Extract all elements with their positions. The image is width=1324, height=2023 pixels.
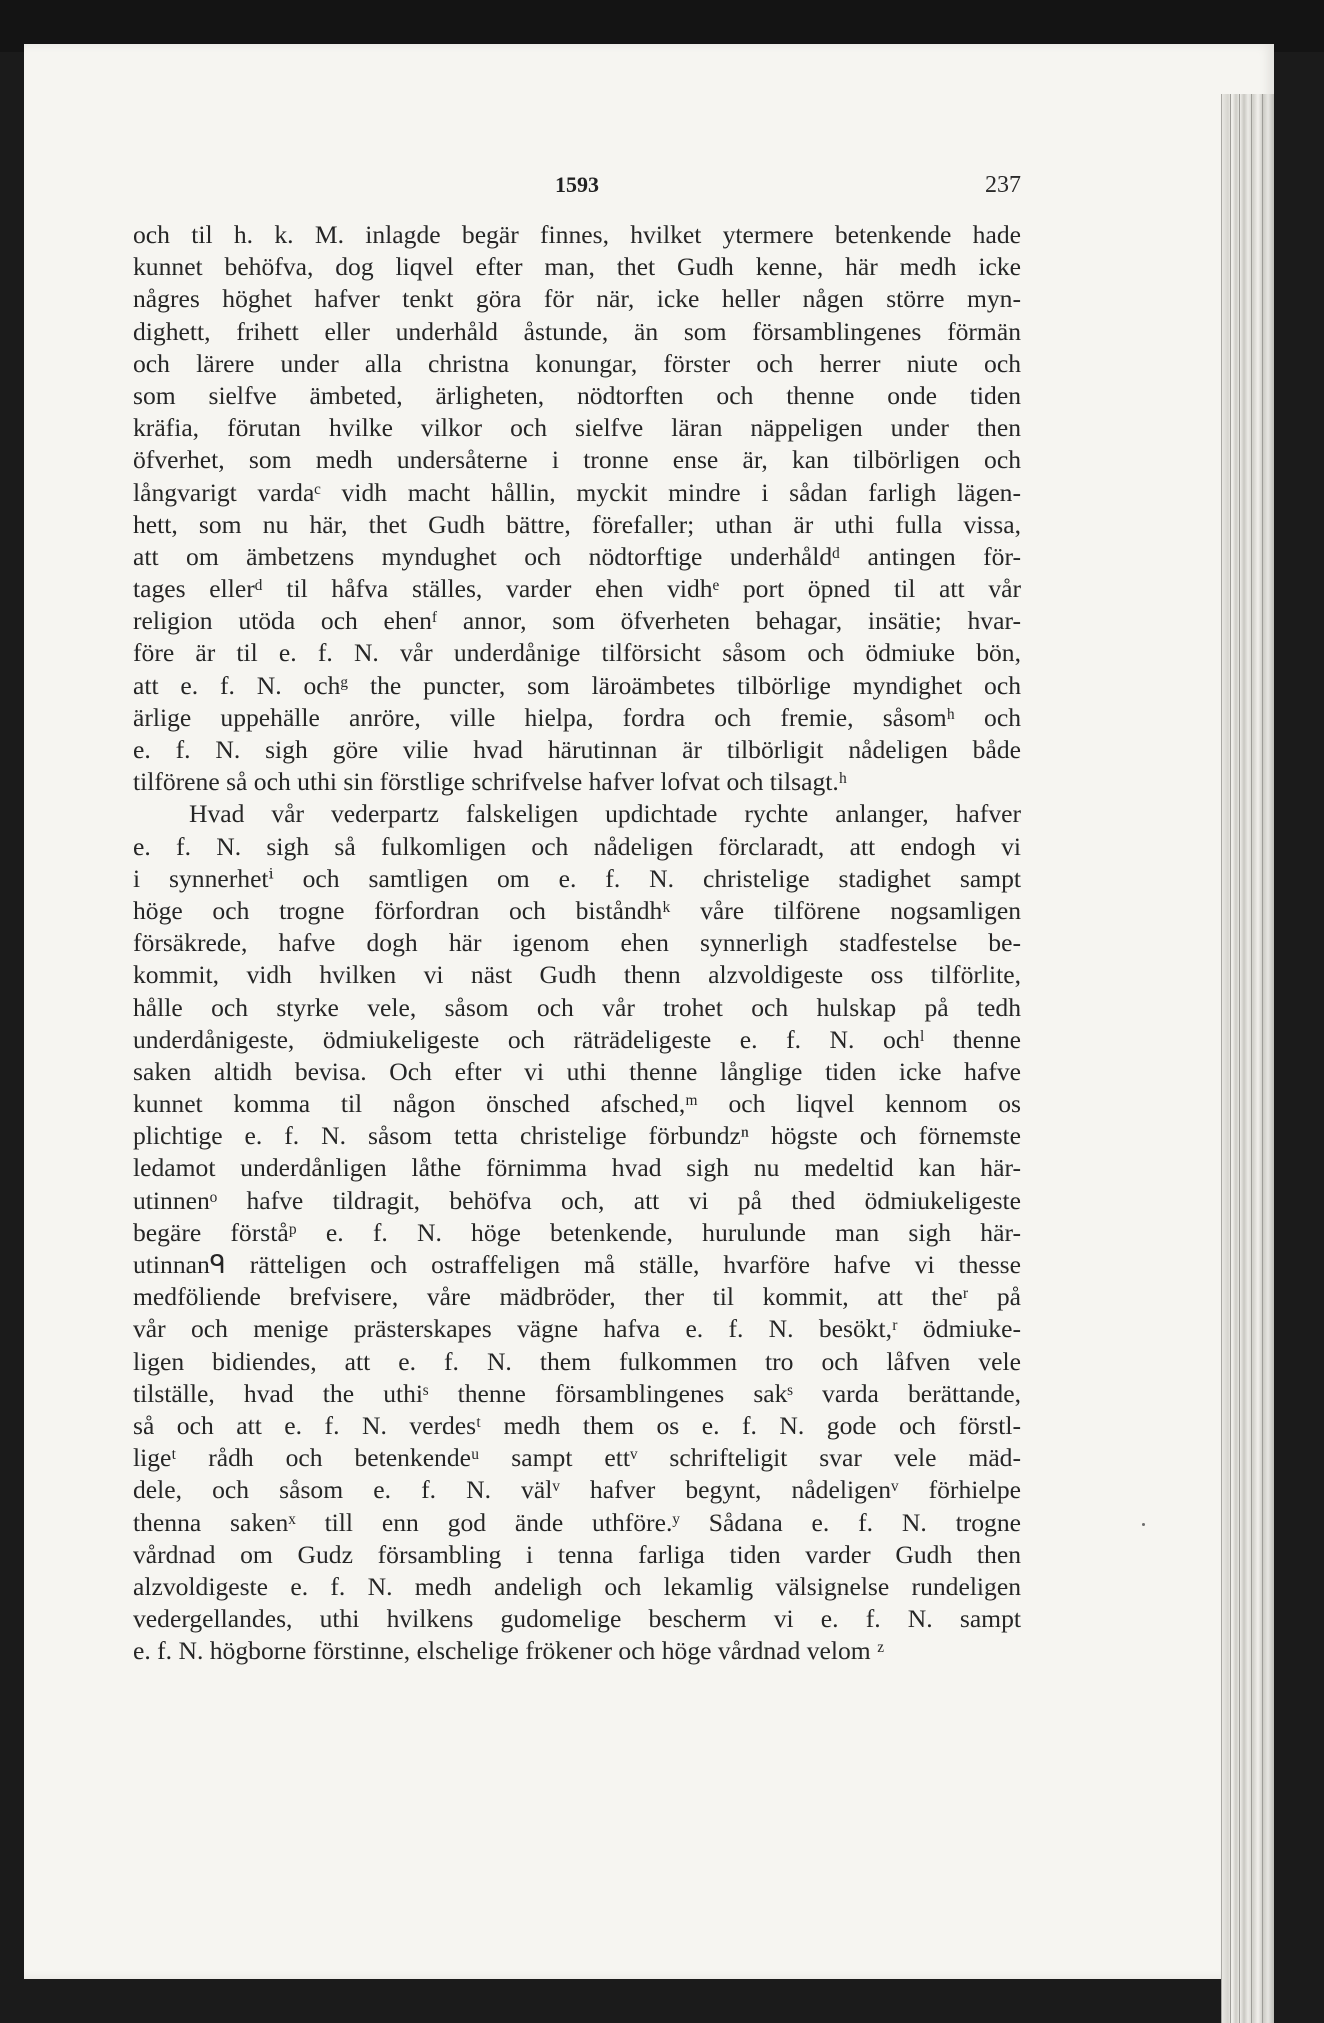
text-line: någres höghet hafver tenkt göra för när, icke heller någen större myn- (133, 284, 1021, 314)
text-line: utinnenᵒ hafve tildragit, behöfva och, att vi på thed ödmiukeligeste (133, 1185, 1021, 1215)
paragraph-start-line: Hvad vår vederpartz falskeligen updichtade rychte anlanger, hafver (189, 799, 1021, 829)
text-line: tilställe, hvad the uthiˢ thenne församblingenes sakˢ varda berättande, (133, 1378, 1021, 1408)
text-line: så och att e. f. N. verdesᵗ medh them os e. f. N. gode och förstl- (133, 1410, 1021, 1440)
page-header (133, 168, 1021, 208)
text-line: och til h. k. M. inlagde begär finnes, hvilket ytermere betenkende hade (133, 220, 1021, 249)
text-line: långvarigt vardaᶜ vidh macht hållin, myckit mindre i sådan farligh lägen- (133, 477, 1021, 507)
text-line: höge och trogne förfordran och biståndhᵏ våre tilförene nogsamligen (133, 895, 1021, 925)
text-line: ledamot underdånligen låthe förnimma hvad sigh nu medeltid kan här- (133, 1153, 1021, 1183)
text-line: vedergellandes, uthi hvilkens gudomelige bescherm vi e. f. N. sampt (133, 1604, 1021, 1634)
text-line: kunnet behöfva, dog liqvel efter man, thet Gudh kenne, här medh icke (133, 252, 1021, 282)
text-line: kunnet komma til någon önsched afsched,ᵐ och liqvel kennom os (133, 1089, 1021, 1119)
text-line: utinnanᑫ rätteligen och ostraffeligen må ställe, hvarföre hafve vi thesse (133, 1250, 1021, 1279)
text-line: alzvoldigeste e. f. N. medh andeligh och lekamlig välsignelse rundeligen (133, 1571, 1021, 1601)
text-line: som sielfve ämbeted, ärligheten, nödtorften och thenne onde tiden (133, 380, 1021, 410)
text-line: begäre förståᵖ e. f. N. höge betenkende, hurulunde man sigh här- (133, 1217, 1021, 1247)
text-line: hett, som nu här, thet Gudh bättre, förefaller; uthan är uthi fulla vissa, (133, 509, 1021, 539)
running-head-year: 1593 (555, 172, 599, 197)
text-line: i synnerhetⁱ och samtligen om e. f. N. christelige stadighet sampt (133, 863, 1021, 893)
text-line: ligen bidiendes, att e. f. N. them fulkommen tro och låfven vele (133, 1346, 1021, 1376)
text-line: religion utöda och ehenᶠ annor, som öfverheten behagar, insätie; hvar- (133, 606, 1021, 636)
text-line: medföliende brefvisere, våre mädbröder, ther til kommit, att theʳ på (133, 1282, 1021, 1312)
text-line: att e. f. N. ochᵍ the puncter, som läroämbetes tilbörlige myndighet och (133, 670, 1021, 700)
ink-speck (1142, 1523, 1145, 1526)
page-edge-stack (1221, 94, 1274, 2023)
text-line: dele, och såsom e. f. N. välᵛ hafver begynt, nådeligenᵛ förhielpe (133, 1475, 1021, 1505)
text-line: försäkrede, hafve dogh här igenom ehen synnerligh stadfestelse be- (133, 928, 1021, 958)
text-line: underdånigeste, ödmiukeligeste och räträdeligeste e. f. N. ochˡ thenne (133, 1024, 1021, 1054)
text-line: kräfia, förutan hvilke vilkor och sielfve läran näppeligen under then (133, 413, 1021, 443)
text-line: vårdnad om Gudz försambling i tenna farliga tiden varder Gudh then (133, 1539, 1021, 1569)
text-line: ligeᵗ rådh och betenkendeᵘ sampt ettᵛ schrifteligit svar vele mäd- (133, 1443, 1021, 1473)
text-line: tilförene så och uthi sin förstlige schrifvelse hafver lofvat och tilsagt.ʰ (133, 767, 847, 797)
text-line: tages ellerᵈ til håfva ställes, varder ehen vidhᵉ port öpned til att vår (133, 574, 1021, 604)
text-line: e. f. N. sigh så fulkomligen och nådeligen förclaradt, att endogh vi (133, 831, 1021, 861)
text-line: kommit, vidh hvilken vi näst Gudh thenn alzvoldigeste oss tilförlite, (133, 960, 1021, 990)
text-line: plichtige e. f. N. såsom tetta christelige förbundzⁿ högste och förnemste (133, 1121, 1021, 1151)
text-line: före är til e. f. N. vår underdånige tilförsicht såsom och ödmiuke bön, (133, 638, 1021, 668)
text-line: ärlige uppehälle anröre, ville hielpa, fordra och fremie, såsomʰ och (133, 702, 1021, 732)
text-line: e. f. N. sigh göre vilie hvad härutinnan är tilbörligit nådeligen både (133, 735, 1021, 764)
text-line: vår och menige prästerskapes vägne hafva e. f. N. besökt,ʳ ödmiuke- (133, 1314, 1021, 1344)
text-line: och lärere under alla christna konungar, förster och herrer niute och (133, 348, 1021, 378)
text-line: att om ämbetzens myndughet och nödtorftige underhåldᵈ antingen för- (133, 541, 1021, 571)
page-number: 237 (985, 172, 1021, 198)
body-text (133, 219, 1021, 1667)
text-line: dighett, frihett eller underhåld åstunde, än som församblingenes förmän (133, 316, 1021, 346)
text-line: saken altidh bevisa. Och efter vi uthi thenne långlige tiden icke hafve (133, 1056, 1021, 1086)
text-line: e. f. N. högborne förstinne, elschelige frökener och höge vårdnad velom ᶻ (133, 1636, 885, 1666)
text-line: thenna sakenˣ till enn god ände uthföre.ʸ Sådana e. f. N. trogne (133, 1507, 1021, 1537)
text-line: öfverhet, som medh undersåterne i tronne ense är, kan tilbörligen och (133, 445, 1021, 475)
text-line: hålle och styrke vele, såsom och vår trohet och hulskap på tedh (133, 992, 1021, 1022)
